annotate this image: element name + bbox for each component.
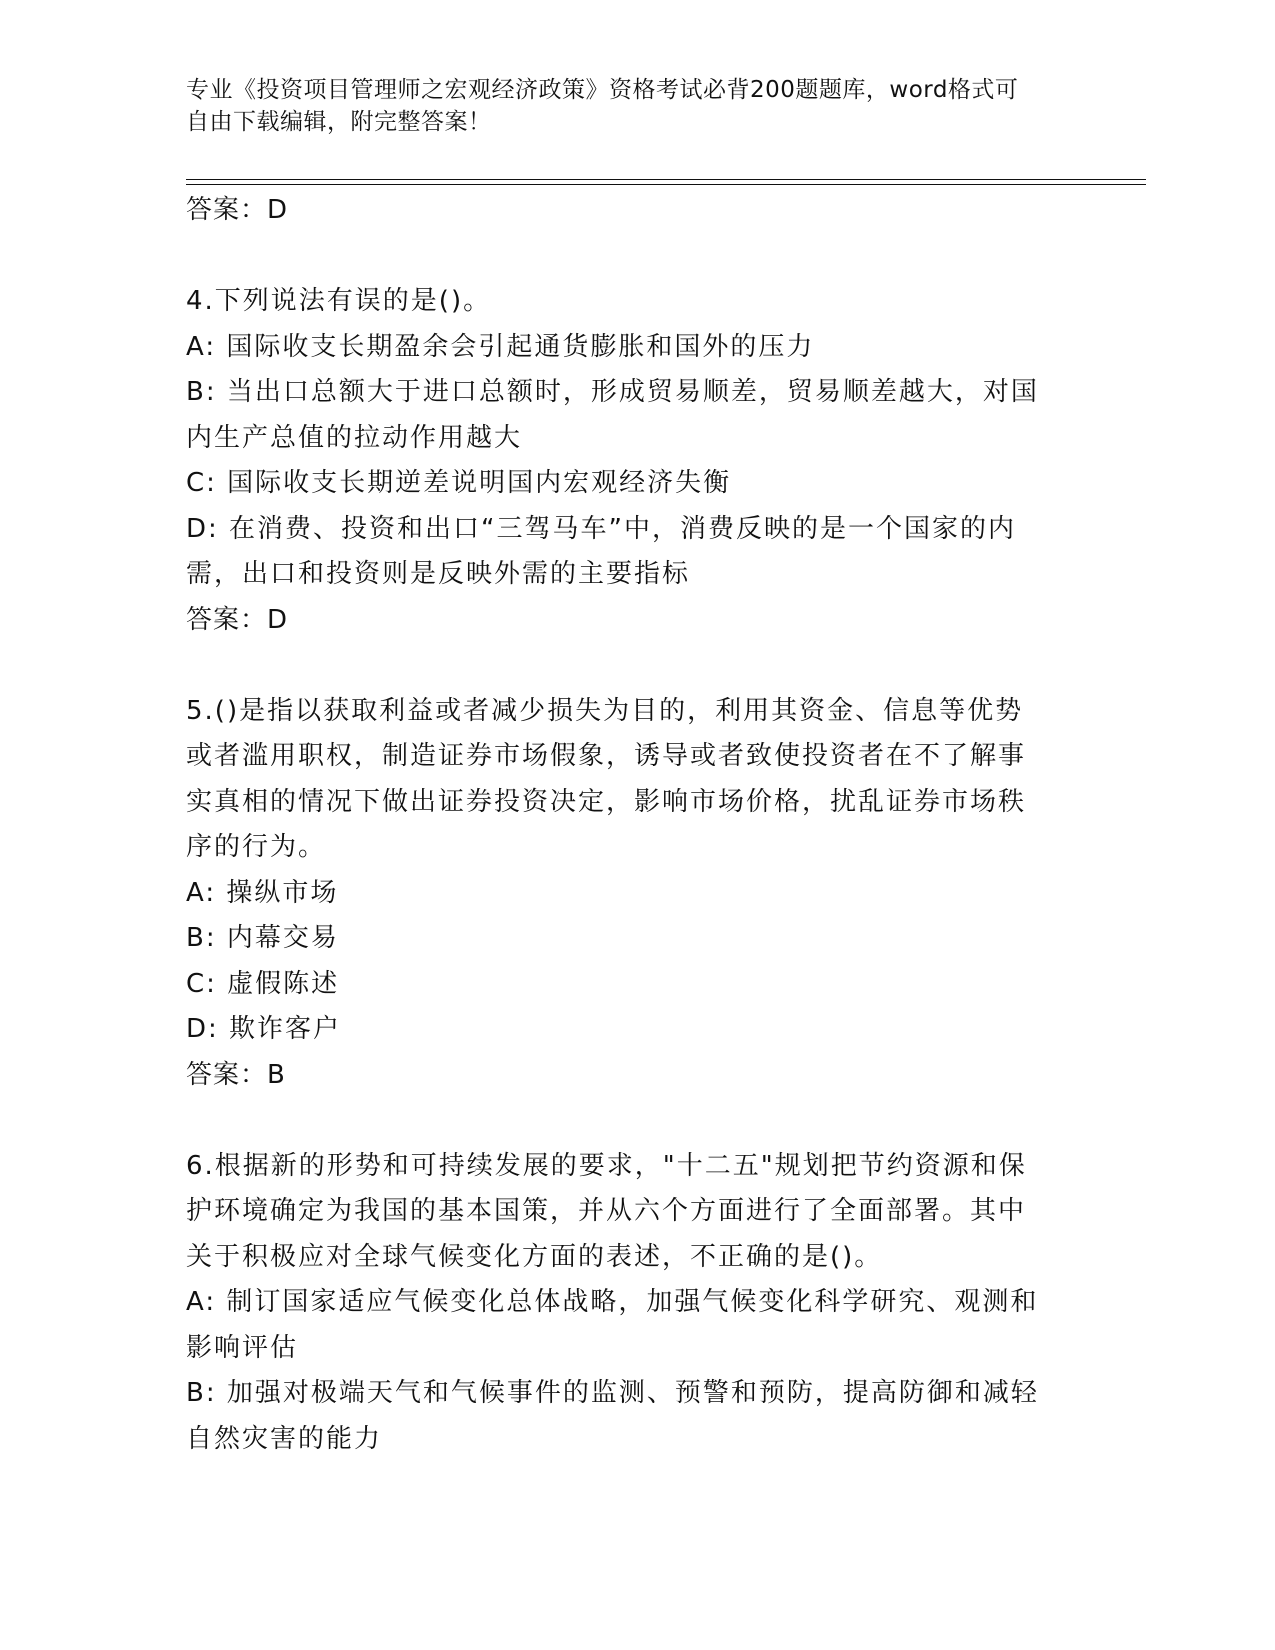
- option-text-line: 需，出口和投资则是反映外需的主要指标: [186, 559, 691, 589]
- block-spacer: [186, 234, 1066, 280]
- question-text-line: 5.()是指以获取利益或者减少损失为目的，利用其资金、信息等优势: [186, 695, 1024, 726]
- option-text-line: A: 操纵市场: [186, 877, 339, 908]
- answer-line: 答案：B: [186, 1059, 286, 1090]
- option-text-line: 自然灾害的能力: [186, 1423, 383, 1454]
- document-header: [186, 74, 1066, 138]
- option-text-line: B: 内幕交易: [186, 923, 339, 953]
- block-spacer: [186, 1098, 1066, 1144]
- question-block: [186, 188, 1066, 234]
- header-rule-bottom: [186, 184, 1146, 185]
- answer-line: 答案：D: [186, 604, 289, 635]
- question-text-line: 护环境确定为我国的基本国策，并从六个方面进行了全面部署。其中: [186, 1196, 1027, 1226]
- question-list: [186, 188, 1066, 1462]
- option-text-line: B: 当出口总额大于进口总额时，形成贸易顺差，贸易顺差越大，对国: [186, 377, 1039, 407]
- header-line-2: 自由下载编辑，附完整答案！: [186, 109, 492, 135]
- question-text-line: 关于积极应对全球气候变化方面的表述，不正确的是()。: [186, 1241, 883, 1272]
- option-text-line: C: 国际收支长期逆差说明国内宏观经济失衡: [186, 468, 732, 498]
- question-block: [186, 1144, 1066, 1463]
- header-line-1: 专业《投资项目管理师之宏观经济政策》资格考试必背200题题库，word格式可: [186, 77, 1019, 103]
- question-block: [186, 279, 1066, 643]
- option-text-line: D: 欺诈客户: [186, 1014, 342, 1044]
- question-text-line: 或者滥用职权，制造证券市场假象，诱导或者致使投资者在不了解事: [186, 741, 1027, 771]
- question-text-line: 6.根据新的形势和可持续发展的要求，"十二五"规划把节约资源和保: [186, 1150, 1027, 1181]
- answer-line: 答案：D: [186, 195, 289, 225]
- option-text-line: 影响评估: [186, 1332, 299, 1363]
- header-rule-top: [186, 179, 1146, 180]
- option-text-line: A: 国际收支长期盈余会引起通货膨胀和国外的压力: [186, 331, 815, 362]
- question-text-line: 4.下列说法有误的是()。: [186, 286, 492, 316]
- option-text-line: A: 制订国家适应气候变化总体战略，加强气候变化科学研究、观测和: [186, 1287, 1039, 1317]
- option-text-line: B: 加强对极端天气和气候事件的监测、预警和预防，提高防御和减轻: [186, 1378, 1039, 1408]
- question-text-line: 实真相的情况下做出证券投资决定，影响市场价格，扰乱证券市场秩: [186, 786, 1027, 817]
- question-text-line: 序的行为。: [186, 832, 327, 862]
- option-text-line: C: 虚假陈述: [186, 968, 340, 999]
- question-block: [186, 689, 1066, 1099]
- option-text-line: 内生产总值的拉动作用越大: [186, 422, 523, 453]
- block-spacer: [186, 643, 1066, 689]
- option-text-line: D: 在消费、投资和出口“三驾马车”中，消费反映的是一个国家的内: [186, 513, 1016, 544]
